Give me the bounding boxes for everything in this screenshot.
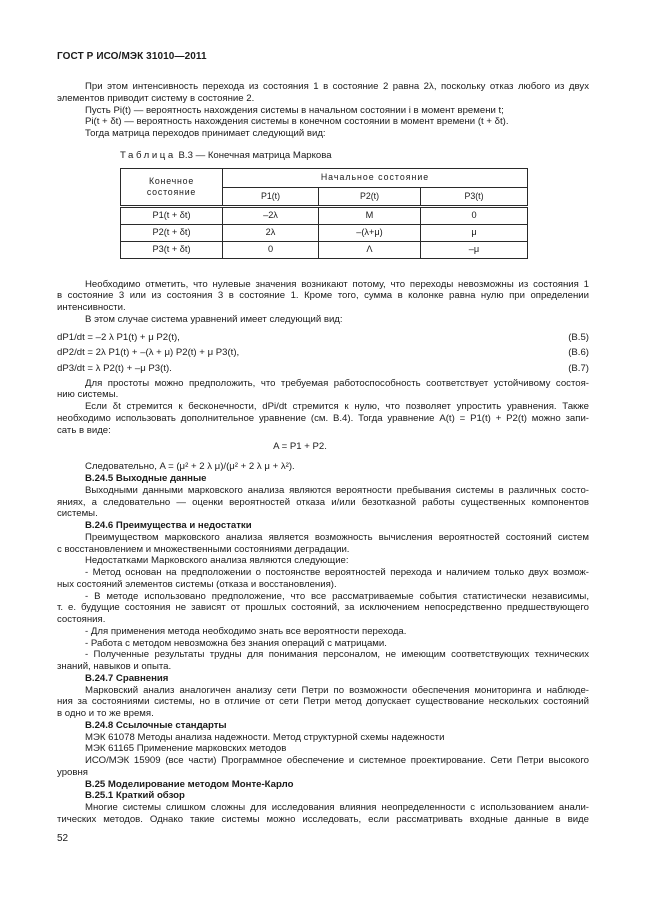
- paragraph: [57, 743, 589, 755]
- text-line: яниях, а следовательно — оценки вероятностей отказа и/или безотказной работы существенных компонентов: [57, 496, 589, 508]
- section-heading: В.24.6 Преимущества и недостатки: [85, 520, 252, 531]
- table-cell: Λ: [319, 241, 421, 258]
- table-head: [121, 168, 528, 206]
- paragraph: [57, 649, 589, 673]
- final-state-header-label: Конечное состояние: [146, 175, 197, 197]
- row-state-label: P2(t + δt): [121, 224, 223, 241]
- text-line: состояния.: [57, 614, 106, 625]
- equation-number: (В.5): [568, 331, 589, 343]
- text-line: Тогда матрица переходов принимает следующий вид:: [85, 128, 326, 139]
- paragraph: [57, 532, 589, 556]
- sections: [57, 473, 589, 826]
- equation: [57, 361, 589, 377]
- section-heading: В.25.1 Краткий обзор: [85, 790, 185, 802]
- equation: [57, 330, 589, 346]
- equation-expression: dP1/dt = –2 λ P1(t) + μ P2(t),: [57, 331, 180, 343]
- column-header-p1: P1(t): [223, 187, 319, 206]
- text-line: При этом интенсивность перехода из состояния 1 в состояние 2 равна 2λ, поскольку отказ любого из двух: [85, 81, 589, 92]
- paragraph: [57, 378, 589, 402]
- final-state-header: [121, 168, 223, 206]
- paragraph: [57, 567, 589, 591]
- table-body: [121, 206, 528, 258]
- column-header-p3: P3(t): [421, 187, 528, 206]
- equation-expression: dP3/dt = λ P2(t) + –μ P3(t).: [57, 362, 172, 374]
- table-caption: [120, 150, 589, 162]
- row-state-label: P3(t + δt): [121, 241, 223, 258]
- table-cell: –2λ: [223, 206, 319, 224]
- text-line: элементов приводит систему в состояние 2.: [57, 92, 255, 104]
- discussion-text: [57, 279, 589, 326]
- text-line: знаний, навыков и опыта.: [57, 661, 172, 672]
- text-line: ных состояний элементов системы (отказа и восстановления).: [57, 578, 337, 590]
- simplification-text: [57, 378, 589, 437]
- equation-number: (В.7): [568, 362, 589, 374]
- paragraph: [57, 732, 589, 744]
- text-line: - Работа с методом невозможна без знания операций с матрицами.: [85, 637, 387, 649]
- text-line: в состояние 3 или из состояния 3 в состояние 1. Кроме того, сумма в колонке равна нулю при определении: [57, 290, 589, 302]
- paragraph: [57, 461, 589, 473]
- table-cell: M: [319, 206, 421, 224]
- availability-result: [57, 461, 589, 473]
- text-line: уровня: [57, 766, 88, 778]
- paragraph: [57, 128, 589, 140]
- equation-number: (В.6): [568, 347, 589, 358]
- text-line: - Полученные результаты трудны для понимания персоналом, не имеющим соответствующих технических: [85, 649, 589, 661]
- text-line: Недостатками Марковского анализа являются следующие:: [85, 555, 349, 567]
- text-line: - Для применения метода необходимо знать все вероятности перехода.: [85, 625, 407, 637]
- intro-text: [57, 81, 589, 140]
- text-line: в одно и то же время.: [57, 708, 154, 719]
- row-state-label: P1(t + δt): [121, 206, 223, 224]
- column-header-p2: P2(t): [319, 187, 421, 206]
- section-heading: В.25 Моделирование методом Монте-Карло: [85, 778, 294, 790]
- markov-matrix-table: [120, 168, 528, 259]
- paragraph: [57, 401, 589, 436]
- availability-formula: A = P1 + P2.: [273, 441, 327, 453]
- equation: [57, 345, 589, 361]
- text-line: с восстановлением и множественными состояниями деградации.: [57, 543, 350, 555]
- table-caption-text: В.3 — Конечная матрица Маркова: [178, 149, 332, 161]
- page-number: 52: [57, 832, 69, 844]
- equation-expression: dP2/dt = 2λ P1(t) + –(λ + μ) P2(t) + μ P3(t),: [57, 347, 240, 358]
- text-line: МЭК 61078 Методы анализа надежности. Метод структурной схемы надежности: [85, 731, 445, 743]
- paragraph: [57, 116, 589, 128]
- text-line: т. е. будущие состояния не зависят от прошлых состояний, за исключением непосредственно предшествующего: [57, 602, 589, 614]
- paragraph: [57, 314, 589, 326]
- text-line: Следовательно, A = (μ² + 2 λ μ)/(μ² + 2 λ μ + λ²).: [85, 461, 295, 473]
- text-line: В этом случае система уравнений имеет следующий вид:: [85, 313, 343, 325]
- text-line: сать в виде:: [57, 424, 111, 436]
- paragraph: [57, 685, 589, 720]
- paragraph: [57, 279, 589, 314]
- table-row: [121, 241, 528, 258]
- section-heading: В.24.8 Ссылочные стандарты: [85, 719, 227, 731]
- table-cell: –(λ+μ): [319, 224, 421, 241]
- initial-state-header: Начальное состояние: [223, 168, 528, 187]
- paragraph: [57, 626, 589, 638]
- text-line: необходимо использовать дополнительное уравнение (см. В.4). Тогда уравнение A(t) = P1(t) + P2(t) можно запи-: [57, 412, 589, 424]
- table-row: [121, 224, 528, 241]
- text-line: - В методе использовано предположение, что все рассматриваемые события статистически независимы,: [85, 590, 589, 602]
- table-header-row: [121, 168, 528, 187]
- equation-list: [57, 330, 589, 377]
- table-cell: 2λ: [223, 224, 319, 241]
- table-row: [121, 206, 528, 224]
- text-line: нию системы.: [57, 389, 119, 401]
- text-line: Марковский анализ аналогичен анализу сети Петри по возможности обеспечения мониторинга и наблюде-: [85, 684, 589, 696]
- paragraph: [57, 485, 589, 520]
- paragraph: [57, 81, 589, 105]
- table-cell: 0: [421, 206, 528, 224]
- section-heading: В.24.7 Сравнения: [85, 672, 169, 684]
- text-line: - Метод основан на предположении о постоянстве вероятностей перехода и наличием только двух возмож-: [85, 567, 589, 578]
- text-line: Для простоты можно предположить, что требуемая работоспособность соответствует устойчивому состоя-: [85, 377, 589, 389]
- text-line: Многие системы слишком сложны для исследования влияния неопределенности с использованием анали-: [85, 802, 589, 813]
- paragraph: [57, 555, 589, 567]
- text-line: МЭК 61165 Применение марковских методов: [85, 743, 287, 755]
- text-line: Необходимо отметить, что нулевые значения возникают потому, что переходы невозможны из состояния 1: [85, 278, 589, 290]
- paragraph: [57, 105, 589, 117]
- text-line: Выходными данными марковского анализа являются вероятности пребывания системы в различных состо-: [85, 484, 589, 496]
- text-line: интенсивности.: [57, 302, 126, 313]
- text-line: Пусть Pi(t) — вероятность нахождения системы в начальном состоянии i в момент времени t;: [85, 104, 504, 116]
- page-content: [57, 51, 589, 845]
- paragraph: [57, 638, 589, 650]
- table-cell: –μ: [421, 241, 528, 258]
- text-line: тических методов. Однако такие системы можно исследовать, если рассматривать входные данные в виде: [57, 813, 589, 825]
- table-cell: 0: [223, 241, 319, 258]
- text-line: Преимуществом марковского анализа является возможность вычисления вероятностей состояний систем: [85, 531, 589, 543]
- paragraph: [57, 802, 589, 826]
- paragraph: [57, 591, 589, 626]
- paragraph: [57, 755, 589, 779]
- table-cell: μ: [421, 224, 528, 241]
- text-line: Если δt стремится к бесконечности, dPi/dt стремится к нулю, что позволяет упростить уравнения. Также: [85, 401, 589, 412]
- text-line: ИСО/МЭК 15909 (все части) Программное обеспечение и системное проектирование. Сети Петри высокого: [85, 755, 589, 766]
- section-heading: В.24.5 Выходные данные: [85, 473, 207, 484]
- text-line: системы.: [57, 508, 98, 520]
- standard-header: ГОСТ Р ИСО/МЭК 31010—2011: [57, 51, 207, 62]
- table-caption-label: Таблица: [120, 149, 176, 161]
- text-line: Pi(t + δt) — вероятность нахождения системы в конечном состоянии в момент времени (t + δt).: [85, 116, 509, 128]
- text-line: ния за состояниями системы, но в отличие от сети Петри метод допускает существование нескольких состояний: [57, 696, 589, 708]
